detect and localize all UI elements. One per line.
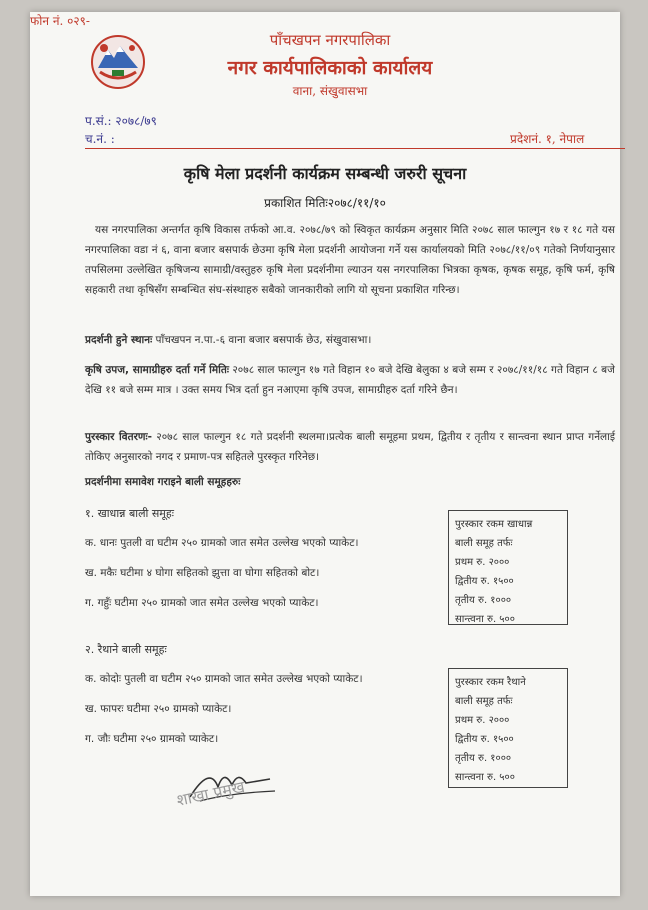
registration-paragraph	[85, 360, 615, 400]
phone-number: फोन नं. ०२९-	[30, 14, 90, 28]
list-item: ख. मकैः घटीमा ४ घोगा सहितको झुत्ता वा घोगा सहितको बोट।	[85, 567, 320, 579]
prize-box-line: सान्त्वना रु. ५००	[455, 772, 515, 783]
dispatch-number: च.नं. :	[85, 132, 115, 146]
list-item: क. कोदोः पुतली वा घटीम २५० ग्रामको जात समेत उल्लेख भएको प्याकेट।	[85, 673, 363, 685]
prize-box-line: पुरस्कार रकम रैथाने	[455, 677, 526, 688]
registration-text: २०७८ साल फाल्गुन १७ गते विहान १० बजे देखि बेलुका ४ बजे सम्म र २०७८/११/१८ गते विहान ८ बजे देखि ११ बजे सम्म मात्र । उक्त समय भित्र दर्ता हुन नआएमा कृषि उपज, सामाग्रीहरु दर्ता गरिने छैन।	[85, 364, 615, 396]
prize-box-line: द्वितीय रु. १५००	[455, 734, 514, 745]
registration-label: कृषि उपज, सामाग्रीहरु दर्ता गर्ने मितिः	[85, 364, 229, 376]
list-item: ग. गहुँः घटीमा २५० ग्रामको जात समेत उल्लेख भएको प्याकेट।	[85, 597, 319, 609]
prize-box-line: पुरस्कार रकम खाधान्न	[455, 519, 533, 530]
nepal-emblem-logo	[90, 34, 146, 90]
prize-box-indigenous	[448, 668, 568, 788]
office-name: नगर कार्यपालिकाको कार्यालय	[227, 57, 433, 79]
crops-heading: प्रदर्शनीमा समावेश गराइने बाली समूहहरुः	[85, 476, 241, 488]
reference-number: प.सं.: २०७८/७९	[85, 114, 157, 128]
municipality-name: पाँचखपन नगरपालिका	[269, 31, 391, 49]
prize-box-line: प्रथम रु. २०००	[455, 715, 510, 726]
signature-stamp-label: शाखा प्रमुख	[174, 777, 247, 810]
venue-label: प्रदर्शनी हुने स्थानः	[85, 334, 153, 346]
notice-paper	[30, 12, 620, 896]
notice-title: कृषि मेला प्रदर्शनी कार्यक्रम सम्बन्धी जरुरी सूचना	[183, 164, 467, 183]
prize-box-line: सान्त्वना रु. ५००	[455, 614, 515, 625]
venue-paragraph	[85, 330, 615, 350]
prize-box-cereals	[448, 510, 568, 625]
list-item: ग. जौः घटीमा २५० ग्रामको प्याकेट।	[85, 733, 219, 745]
venue-text: पाँचखपन न.पा.-६ वाना बजार बसपार्क छेउ, संखुवासभा।	[155, 334, 372, 346]
prize-box-line: प्रथम रु. २०००	[455, 557, 510, 568]
header-divider	[85, 148, 625, 149]
prize-box-line: बाली समूह तर्फः	[455, 538, 513, 549]
prize-label: पुरस्कार वितरणः-	[85, 431, 152, 443]
list-item: क. धानः पुतली वा घटीम २५० ग्रामको जात समेत उल्लेख भएको प्याकेट।	[85, 537, 359, 549]
prize-text: २०७८ साल फाल्गुन १८ गते प्रदर्शनी स्थलमा।प्रत्येक बाली समूहमा प्रथम, द्वितीय र तृतीय र सान्त्वना स्थान प्राप्त गर्नेलाई तोकिए अनुसारको नगद र प्रमाण-पत्र सहितले पुरस्कृत गरिनेछ।	[85, 431, 616, 463]
intro-paragraph: यस नगरपालिका अन्तर्गत कृषि विकास तर्फको आ.व. २०७८/७९ को स्विकृत कार्यक्रम अनुसार मिति २०७८ साल फाल्गुन १७ र १८ गते यस नगरपालिका वडा नं ६, वाना बजार बसपार्क छेउमा कृषि मेला प्रदर्शनी आयोजना गर्ने यस कार्यालयको मिति २०७८/११/०९ गतेको निर्णयानुसार तपसिलमा उल्लेखित कृषिजन्य सामाग्री/वस्तुहरु कृषि मेला प्रदर्शनीमा ल्याउन यस नगरपालिका भित्रका कृषक, कृषक समूह, कृषि फर्म, कृषि सहकारी तथा कृषिसँग सम्बन्धित संघ-संस्थाहरु सबैको जानकारीको लागि यो सूचना प्रकाशित गरिन्छ।	[85, 224, 615, 296]
published-date: प्रकाशित मितिः२०७८/११/१०	[264, 196, 386, 210]
list-item: ख. फापरः घटीमा २५० ग्रामको प्याकेट।	[85, 703, 232, 715]
prize-box-line: तृतीय रु. १०००	[455, 753, 512, 764]
prize-box-line: तृतीय रु. १०००	[455, 595, 512, 606]
prize-paragraph	[85, 427, 615, 467]
group-title-cereals: १. खाधान्न बाली समूहः	[85, 507, 174, 520]
prize-box-line: द्वितीय रु. १५००	[455, 576, 514, 587]
office-address: वाना, संखुवासभा	[292, 84, 368, 98]
prize-box-line: बाली समूह तर्फः	[455, 696, 513, 707]
province-label: प्रदेशनं. १, नेपाल	[510, 132, 585, 146]
group-title-indigenous: २. रैथाने बाली समूहः	[85, 643, 167, 656]
